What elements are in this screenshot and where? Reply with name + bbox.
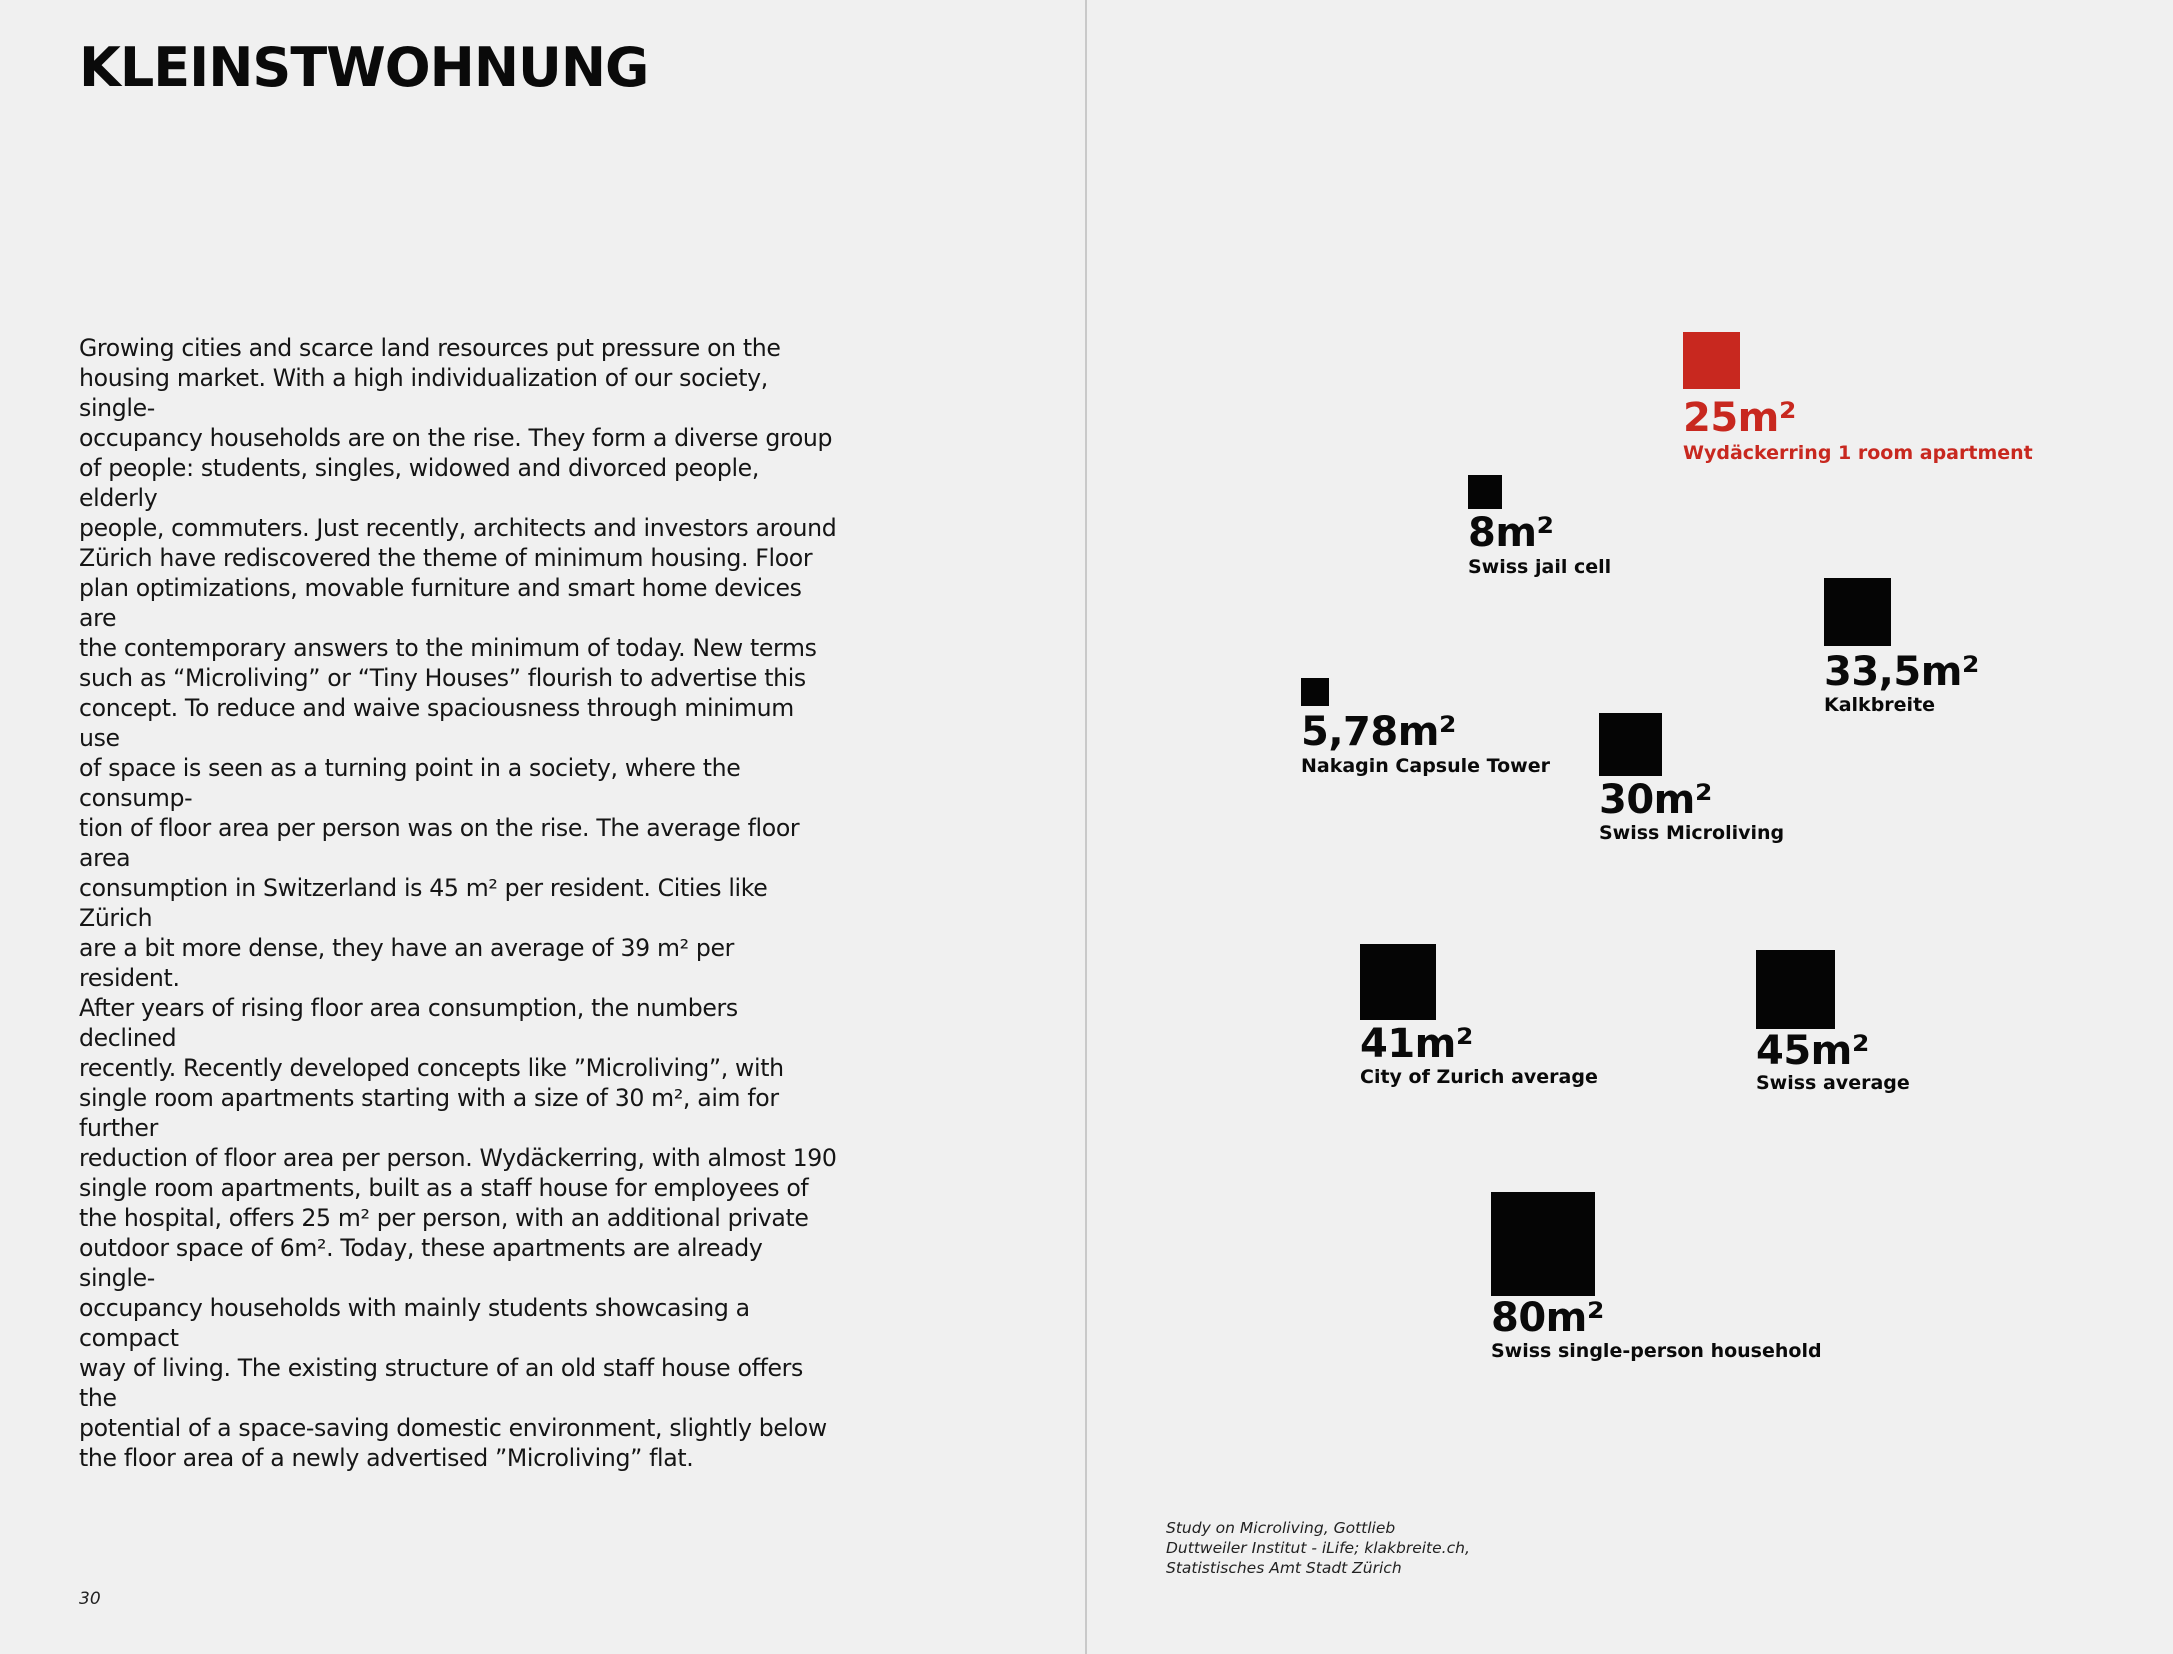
comparison-item-wydaeckerring <box>1683 332 2033 464</box>
area-square <box>1599 713 1662 776</box>
area-square <box>1756 950 1835 1029</box>
area-value: 80m² <box>1491 1295 1604 1341</box>
area-label: Nakagin Capsule Tower <box>1301 755 1550 777</box>
area-square <box>1683 332 1740 389</box>
area-square <box>1301 678 1329 706</box>
comparison-item-zurich-average <box>1360 944 1598 1088</box>
source-citation: Study on Microliving, Gottlieb Duttweiler Institut - iLife; klakbreite.ch, Statistisches Amt Stadt Zürich <box>1166 1519 1470 1577</box>
area-label: City of Zurich average <box>1360 1066 1598 1088</box>
comparison-item-single-household <box>1491 1192 1822 1362</box>
area-value: 25m² <box>1683 395 1796 441</box>
area-label: Wydäckerring 1 room apartment <box>1683 442 2033 464</box>
page-title: KLEINSTWOHNUNG <box>79 36 649 99</box>
comparison-item-kalkbreite <box>1824 578 1979 716</box>
left-page <box>0 0 1086 1654</box>
comparison-item-jail-cell <box>1468 475 1612 578</box>
area-square <box>1824 578 1891 646</box>
area-label: Kalkbreite <box>1824 694 1936 716</box>
area-label: Swiss single-person household <box>1491 1340 1822 1362</box>
area-value: 5,78m² <box>1301 709 1456 755</box>
area-label: Swiss Microliving <box>1599 822 1785 844</box>
comparison-item-nakagin <box>1301 678 1550 777</box>
comparison-item-microliving <box>1599 713 1785 844</box>
page-number: 30 <box>79 1589 101 1609</box>
area-square <box>1360 944 1436 1020</box>
area-value: 30m² <box>1599 777 1712 823</box>
area-label: Swiss jail cell <box>1468 556 1612 578</box>
area-value: 45m² <box>1756 1028 1869 1074</box>
area-value: 41m² <box>1360 1021 1473 1067</box>
comparison-item-swiss-average <box>1756 950 1910 1094</box>
area-value: 8m² <box>1468 510 1554 556</box>
area-label: Swiss average <box>1756 1072 1910 1094</box>
area-square <box>1468 475 1502 509</box>
area-value: 33,5m² <box>1824 649 1979 695</box>
area-square <box>1491 1192 1595 1296</box>
body-text: Growing cities and scarce land resources put pressure on the housing market. With a high individualization of our society, single- occupancy households are on the rise. They form a diverse group of people: students, singles, widowed and divorced people, elderly people, commuters. Just recently, architects and investors around Zürich have rediscovered the theme of minimum housing. Floor plan optimizations, movable furniture and smart home devices are the contemporary answers to the minimum of today. New terms such as “Microliving” or “Tiny Houses” flourish to advertise this concept. To reduce and waive spaciousness through minimum use of space is seen as a turning point in a society, where the consump- tion of floor area per person was on the rise. The average floor area consumption in Switzerland is 45 m² per resident. Cities like Zürich are a bit more dense, they have an average of 39 m² per resident. After years of rising floor area consumption, the numbers declined recently. Recently developed concepts like ”Microliving”, with single room apartments starting with a size of 30 m², aim for further reduction of floor area per person. Wydäckerring, with almost 190 single room apartments, built as a staff house for employees of the hospital, offers 25 m² per person, with an additional private outdoor space of 6m². Today, these apartments are already single- occupancy households with mainly students showcasing a compact way of living. The existing structure of an old staff house offers the potential of a space-saving domestic environment, slightly below the floor area of a newly advertised ”Microliving” flat. <box>79 334 837 1472</box>
right-page <box>1087 0 2173 1654</box>
